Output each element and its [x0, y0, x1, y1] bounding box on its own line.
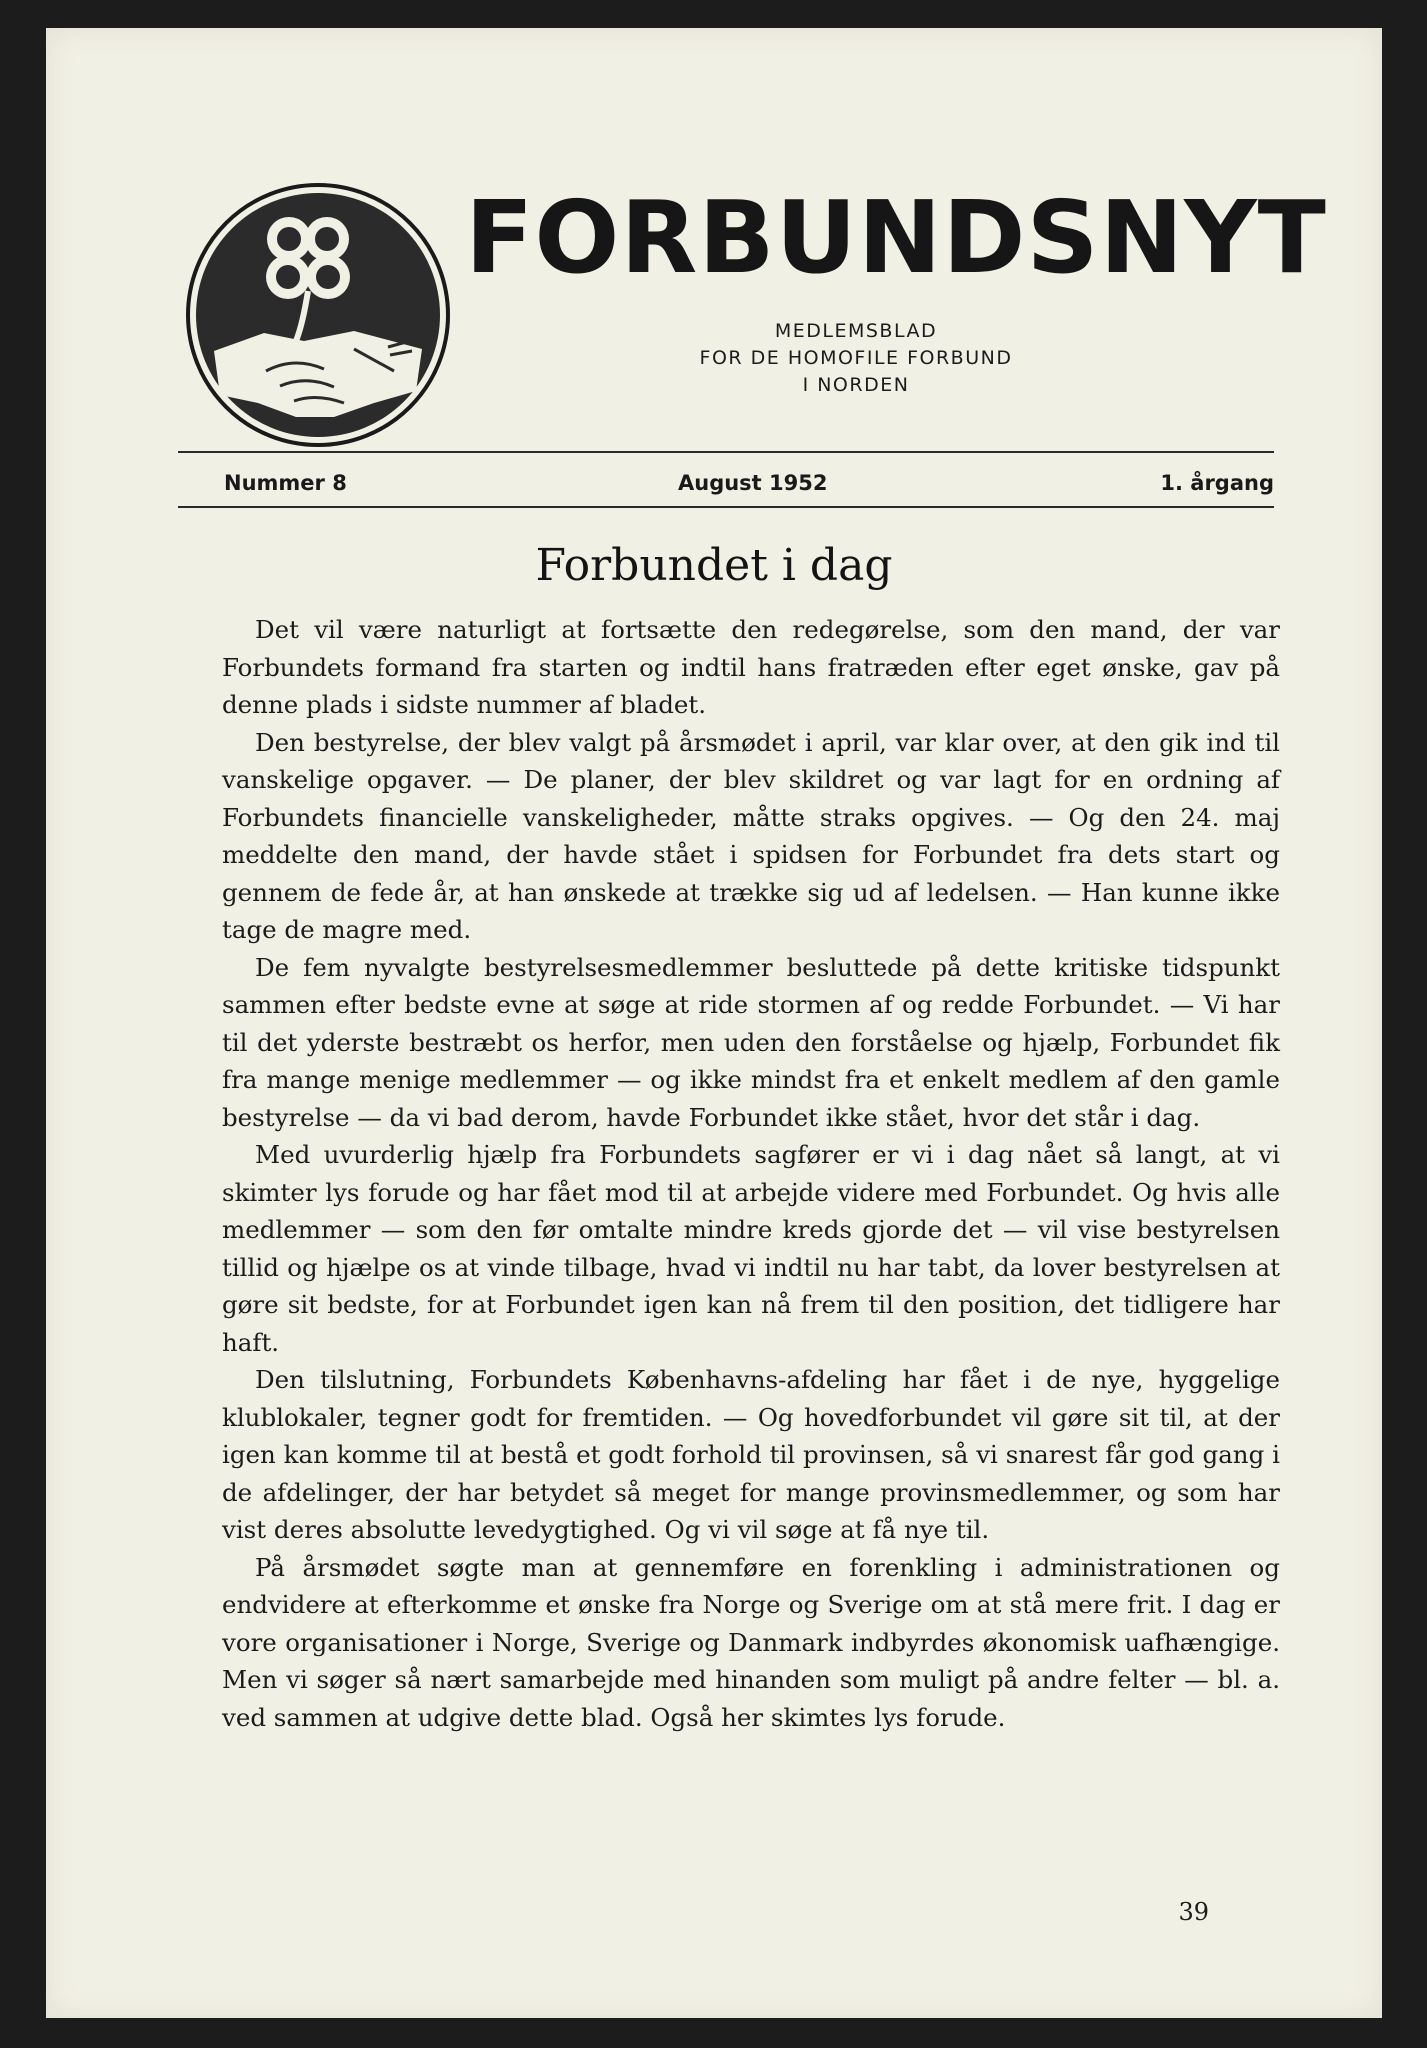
issue-number: Nummer 8	[224, 471, 347, 495]
subtitle-line: FOR DE HOMOFILE FORBUND	[699, 347, 1013, 369]
article-paragraph: De fem nyvalgte bestyrelsesmedlemmer besluttede på dette kritiske tidspunkt sammen efter bedste evne at søge at ride stormen af og redde Forbundet. — Vi har til det yderste bestræbt os herfor, men uden den forståelse og hjælp, Forbundet fik fra mange menige medlemmer — og ikke mindst fra et enkelt medlem af den gamle bestyrelse — da vi bad derom, havde Forbundet ikke stået, hvor det står i dag.	[222, 952, 1280, 1132]
article-paragraph: Den tilslutning, Forbundets Københavns-afdeling har fået i de nye, hyggelige klublokaler, tegner godt for fremtiden. — Og hovedforbundet vil gøre sit til, at der igen kan komme til at bestå et godt forhold til provinsen, så vi snarest får god gang i de afdelinger, der har betydet så meget for mange provinsmedlemmer, og som har vist deres absolutte levedygtighed. Og vi vil søge at få nye til.	[222, 1365, 1280, 1544]
article-paragraph: Med uvurderlig hjælp fra Forbundets sagfører er vi i dag nået så langt, at vi skimter lys forude og har fået mod til at arbejde videre med Forbundet. Og hvis alle medlemmer — som den før omtalte mindre kreds gjorde det — vil vise bestyrelsen tillid og hjælpe os at vinde tilbage, hvad vi indtil nu har tabt, da lover bestyrelsen at gøre sit bedste, for at Forbundet igen kan nå frem til den position, det tidligere har haft.	[222, 1140, 1280, 1357]
publication-title: FORBUNDSNYT	[465, 179, 1327, 296]
issue-date: August 1952	[678, 471, 828, 495]
clover-handshake-emblem-icon	[184, 181, 452, 449]
article-body	[222, 611, 1280, 1736]
issue-year: 1. årgang	[1160, 471, 1274, 495]
article-paragraph: Den bestyrelse, der blev valgt på årsmødet i april, var klar over, at den gik ind til vanskelige opgaver. — De planer, der blev skildret og var lagt for en ordning af Forbundets financielle vanskeligheder, måtte straks opgives. — Og den 24. maj meddelte den mand, der havde stået i spidsen for Forbundet fra dets start og gennem de fede år, at han ønskede at trække sig ud af ledelsen. — Han kunne ikke tage de magre med.	[222, 727, 1280, 944]
subtitle-line: I NORDEN	[802, 374, 910, 396]
subtitle-line: MEDLEMSBLAD	[774, 320, 938, 342]
publication-subtitle	[606, 318, 1106, 399]
header-rule-bottom	[178, 506, 1274, 508]
header-rule-top	[178, 451, 1274, 453]
page-number: 39	[1178, 1898, 1209, 1926]
article-paragraph: På årsmødet søgte man at gennemføre en forenkling i administrationen og endvidere at efterkomme et ønske fra Norge og Sverige om at stå mere frit. I dag er vore organisationer i Norge, Sverige og Danmark indbyrdes økonomisk uafhængige. Men vi søger så nært samarbejde med hinanden som muligt på andre felter — bl. a. ved sammen at udgive dette blad. Også her skimtes lys forude.	[222, 1552, 1280, 1732]
newsletter-page	[46, 28, 1382, 2018]
article-paragraph: Det vil være naturligt at fortsætte den redegørelse, som den mand, der var Forbundets formand fra starten og indtil hans fratræden efter eget ønske, gav på denne plads i sidste nummer af bladet.	[222, 615, 1280, 719]
article-title: Forbundet i dag	[535, 540, 893, 591]
